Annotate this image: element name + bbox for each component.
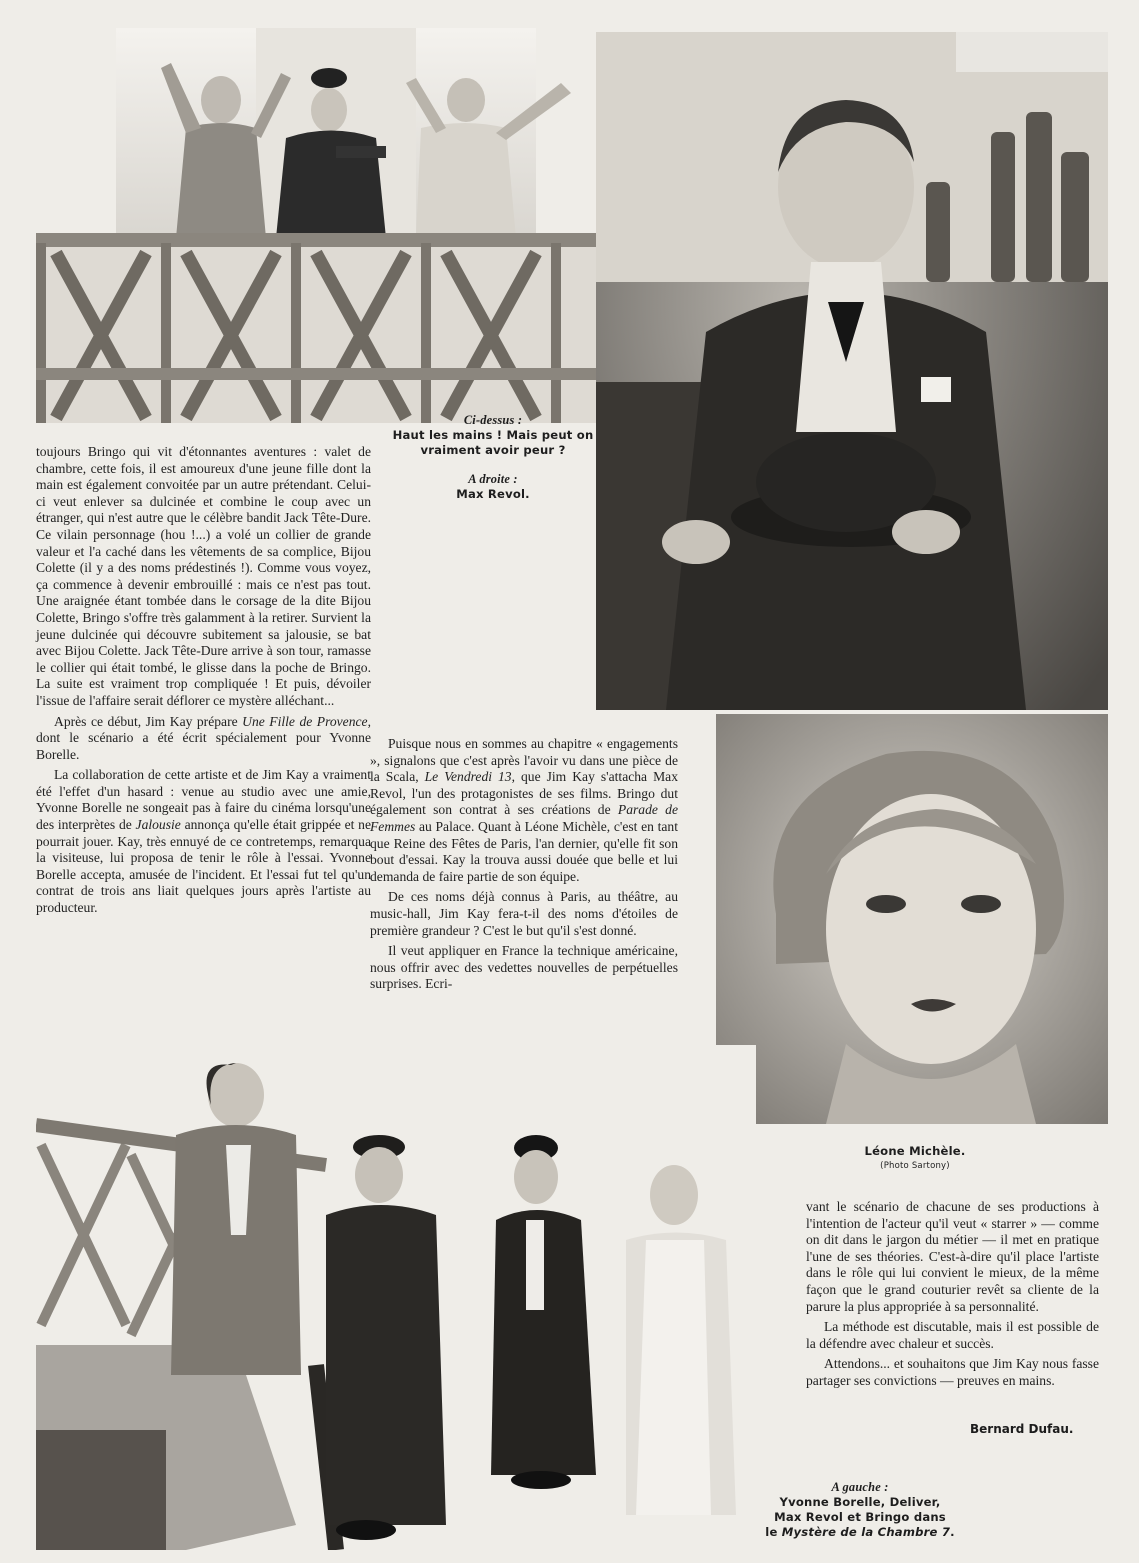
article-paragraph: toujours Bringo qui vit d'étonnantes aventures : valet de chambre, cette fois, il est amoureux d'une jeune fille dont la main est également convoitée par un autre prétendant. Celui-ci veut enlever sa dulcinée et combine le coup avec un étranger, qui n'est autre que le célèbre bandit Jack Tête-Dure. Ce vilain personnage (hou !...) a volé un collier de grande valeur et l'a caché dans les vêtements de sa complice, Bijou Colette (il y a des noms prédestinés !). Comme vous voyez, ça commence à devenir embrouillé : mais ce n'est pas tout. Une araignée étant tombée dans le corsage de la dite Bijou Colette, Bringo s'offre très galamment à la retirer. Survient la jeune dulcinée qui découvre subitement sa jalousie, se bat avec Bijou Colette. Jack Tête-Dure arrive à son tour, ramasse le collier qui était tombé, le glisse dans la poche de Bringo. La suite est vraiment trop compliquée ! Et puis, dévoiler l'issue de l'affaire serait déflorer ce mystère alléchant... [36,444,371,708]
caption-bottom-line1: Yvonne Borelle, Deliver, [779,1495,941,1509]
article-paragraph: De ces noms déjà connus à Paris, au théâtre, au music-hall, Jim Kay fera-t-il des noms d'étoiles de première grandeur ? C'est le but qu'il s'est donné. [370,889,678,938]
article-column-middle [370,736,678,997]
caption-leone [830,1144,1000,1174]
caption-top-label-above: Ci-dessus : [463,413,523,427]
photo-group-scene [36,1045,756,1550]
photo-max-revol [596,32,1108,710]
caption-bottom-label: A gauche : [831,1480,889,1494]
photo-haut-les-mains [36,28,620,423]
article-paragraph: vant le scénario de chacune de ses productions à l'intention de l'acteur qu'il veut « starrer » — comme on dit dans le jargon du métier — il met en pratique l'une de ses théories. C'est-à-dire qu'il place l'artiste dans le rôle qui lui convient le mieux, de la même façon que le grand couturier revêt sa cliente de la parure la plus appropriée à sa personnalité. [806,1199,1099,1314]
caption-bottom [760,1480,960,1540]
caption-top-text-right: Max Revol. [456,487,530,501]
caption-bottom-line2: Max Revol et Bringo dans [774,1510,946,1524]
caption-bottom-line3: le Mystère de la Chambre 7. [765,1525,955,1539]
article-column-right [806,1199,1099,1394]
article-paragraph: La méthode est discutable, mais il est possible de la défendre avec chaleur et succès. [806,1319,1099,1351]
article-paragraph: Il veut appliquer en France la technique américaine, nous offrir avec des vedettes nouvelles de perpétuelles surprises. Ecri- [370,943,678,992]
article-paragraph: La collaboration de cette artiste et de Jim Kay a vraiment été l'effet d'un hasard : venue au studio avec une amie, Yvonne Borelle ne songeait pas à faire du cinéma lorsqu'une des interprètes de Jalousie annonça qu'elle était grippée et ne pourrait jouer. Kay, très ennuyé de ce contretemps, remarqua la visiteuse, lui proposa de tenir le rôle à l'essai. Yvonne Borelle accepta, amusée de l'incident. Et l'essai fut tel qu'un contrat de trois ans liait quelques jours après l'artiste au producteur. [36,767,371,916]
article-paragraph: Attendons... et souhaitons que Jim Kay nous fasse partager ses convictions — preuves en mains. [806,1356,1099,1388]
caption-leone-credit: (Photo Sartony) [880,1161,950,1171]
caption-top-label-right: A droite : [468,472,518,486]
article-paragraph: Puisque nous en sommes au chapitre « engagements », signalons que c'est après l'avoir vu dans une pièce de la Scala, Le Vendredi 13, que Jim Kay s'attacha Max Revol, l'un des protagonistes de ses films. Bringo dut également son contrat à ses créations de Parade de Femmes au Palace. Quant à Léone Michèle, c'est en tant que Reine des Fêtes de Paris, l'an dernier, qu'elle fit son bout d'essai. Kay la trouva aussi douée que belle et lui demanda de faire partie de son équipe. [370,736,679,884]
caption-top-text-above: Haut les mains ! Mais peut on vraiment avoir peur ? [392,428,594,457]
caption-leone-name: Léone Michèle. [864,1144,966,1158]
author-signature: Bernard Dufau. [970,1422,1074,1436]
photo-leone-michele [716,714,1108,1124]
caption-top [392,413,594,502]
article-column-left [36,444,371,921]
article-paragraph: Après ce début, Jim Kay prépare Une Fille de Provence, dont le scénario a été écrit spécialement pour Yvonne Borelle. [36,713,371,762]
